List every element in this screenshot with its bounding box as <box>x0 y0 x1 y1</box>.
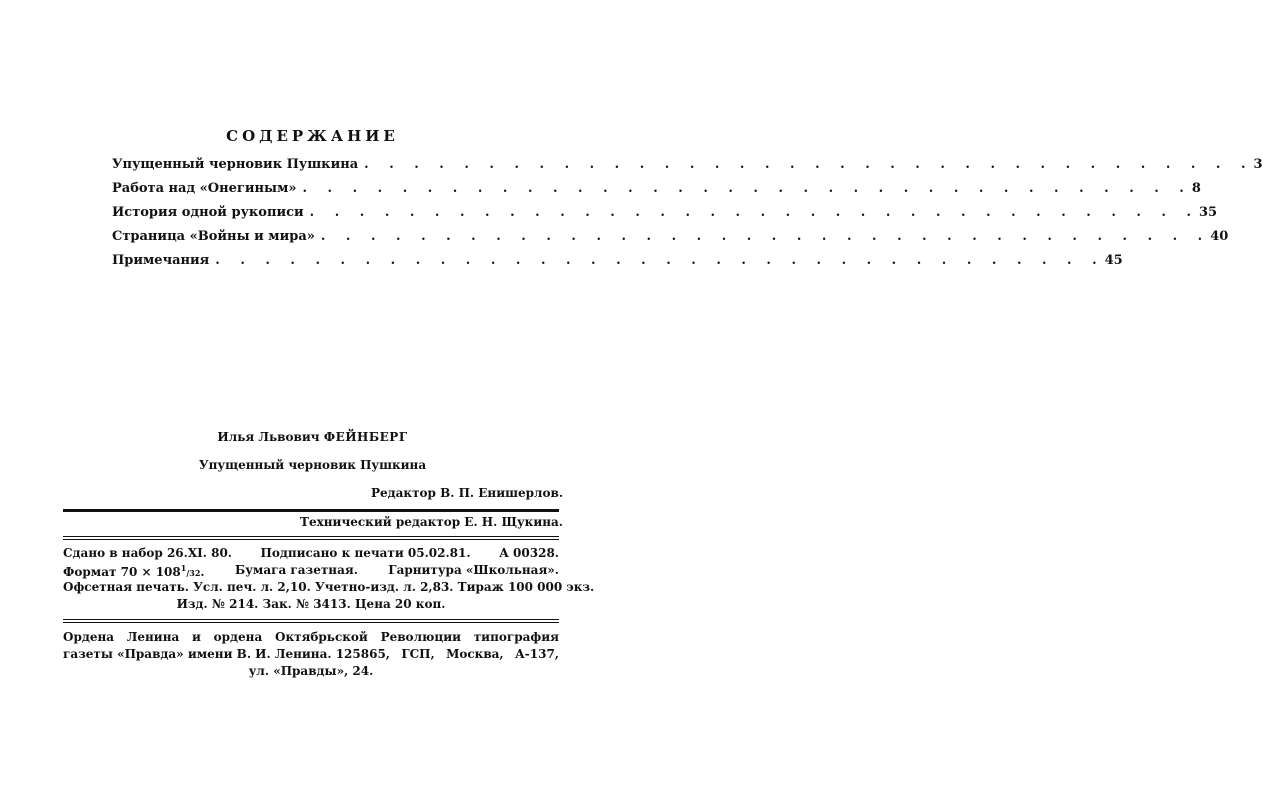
toc-dot-leader: . . . . . . . . . . . . . . . . . . . . . . . . . . . . . . . . . . . . <box>302 181 1192 196</box>
toc-entry-page: 35 <box>1199 205 1218 220</box>
toc-dot-leader: . . . . . . . . . . . . . . . . . . . . . . . . . . . . . . . . . . . . <box>215 253 1105 268</box>
imprint-line <box>63 563 559 580</box>
printer-segment: ГСП, <box>401 647 435 661</box>
imprint-typeset-date: Сдано в набор 26.XI. 80. <box>63 546 232 560</box>
toc-dot-leader: . . . . . . . . . . . . . . . . . . . . . . . . . . . . . . . . . . . . <box>309 205 1200 220</box>
divider-rule <box>63 536 559 537</box>
divider-rule <box>63 539 559 540</box>
table-of-contents <box>112 157 1263 277</box>
toc-entry <box>112 229 1229 253</box>
printer-word: Ордена <box>63 630 115 644</box>
imprint-signed-date: Подписано к печати 05.02.81. <box>260 546 471 560</box>
toc-entry-page: 40 <box>1210 229 1229 244</box>
imprint-print-details: Офсетная печать. Усл. печ. л. 2,10. Учетно-изд. л. 2,83. Тираж 100 000 экз. <box>63 580 595 594</box>
imprint-line <box>63 546 559 563</box>
toc-title: СОДЕРЖАНИЕ <box>226 127 399 145</box>
divider-rule <box>63 619 559 620</box>
toc-entry-page: 8 <box>1191 181 1201 196</box>
imprint-format: Формат $70 \times 108^1/32$. <box>63 563 205 579</box>
editor-credit: Редактор В. П. Енишерлов. <box>370 486 563 500</box>
printer-word: Октябрьской <box>274 630 368 644</box>
printer-block <box>63 630 559 681</box>
toc-entry-label: История одной рукописи <box>112 205 304 220</box>
toc-entry-label: Примечания <box>112 253 210 268</box>
divider-rule <box>63 622 559 623</box>
printer-line <box>63 647 559 664</box>
toc-dot-leader: . . . . . . . . . . . . . . . . . . . . . . . . . . . . . . . . . . . . <box>364 157 1254 172</box>
toc-entry-page: 45 <box>1104 253 1123 268</box>
divider-rule <box>63 509 559 512</box>
printer-word: и <box>192 630 201 644</box>
author-name <box>0 430 625 444</box>
printer-word: ордена <box>213 630 263 644</box>
author-given-names: Илья Львович <box>217 430 320 444</box>
imprint-format-frac-den: /32 <box>186 568 201 578</box>
toc-entry <box>112 157 1263 181</box>
toc-entry <box>112 205 1218 229</box>
printer-line <box>63 630 559 647</box>
author-surname: ФЕЙНБЕРГ <box>323 430 408 444</box>
printer-word: типография <box>473 630 559 644</box>
toc-dot-leader: . . . . . . . . . . . . . . . . . . . . . . . . . . . . . . . . . . . . <box>320 229 1211 244</box>
imprint-paper: Бумага газетная. <box>234 563 358 577</box>
printer-word: Ленина <box>126 630 180 644</box>
toc-entry-label: Упущенный черновик Пушкина <box>112 157 359 172</box>
printer-address: ул. «Правды», 24. <box>248 664 374 678</box>
imprint-block <box>63 546 595 614</box>
tech-editor-credit: Технический редактор Е. Н. Щукина. <box>300 515 563 529</box>
toc-entry <box>112 253 1123 277</box>
imprint-order-price: Изд. № 214. Зак. № 3413. Цена 20 коп. <box>176 597 446 611</box>
imprint-format-frac-num: 1 <box>180 563 187 573</box>
toc-entry <box>112 181 1201 205</box>
imprint-format-text: Формат 70 × 108 <box>63 565 181 579</box>
printer-segment: газеты «Правда» имени В. И. Ленина. 125865, <box>63 647 390 661</box>
imprint-typeface: Гарнитура «Школьная». <box>388 563 559 577</box>
toc-entry-label: Работа над «Онегиным» <box>112 181 297 196</box>
printer-word: Революции <box>380 630 461 644</box>
toc-entry-page: 3 <box>1253 157 1263 172</box>
printer-segment: Москва, <box>446 647 504 661</box>
imprint-code: А 00328. <box>499 546 559 560</box>
toc-entry-label: Страница «Войны и мира» <box>112 229 315 244</box>
printer-segment: А-137, <box>514 647 559 661</box>
book-title: Упущенный черновик Пушкина <box>198 458 427 472</box>
